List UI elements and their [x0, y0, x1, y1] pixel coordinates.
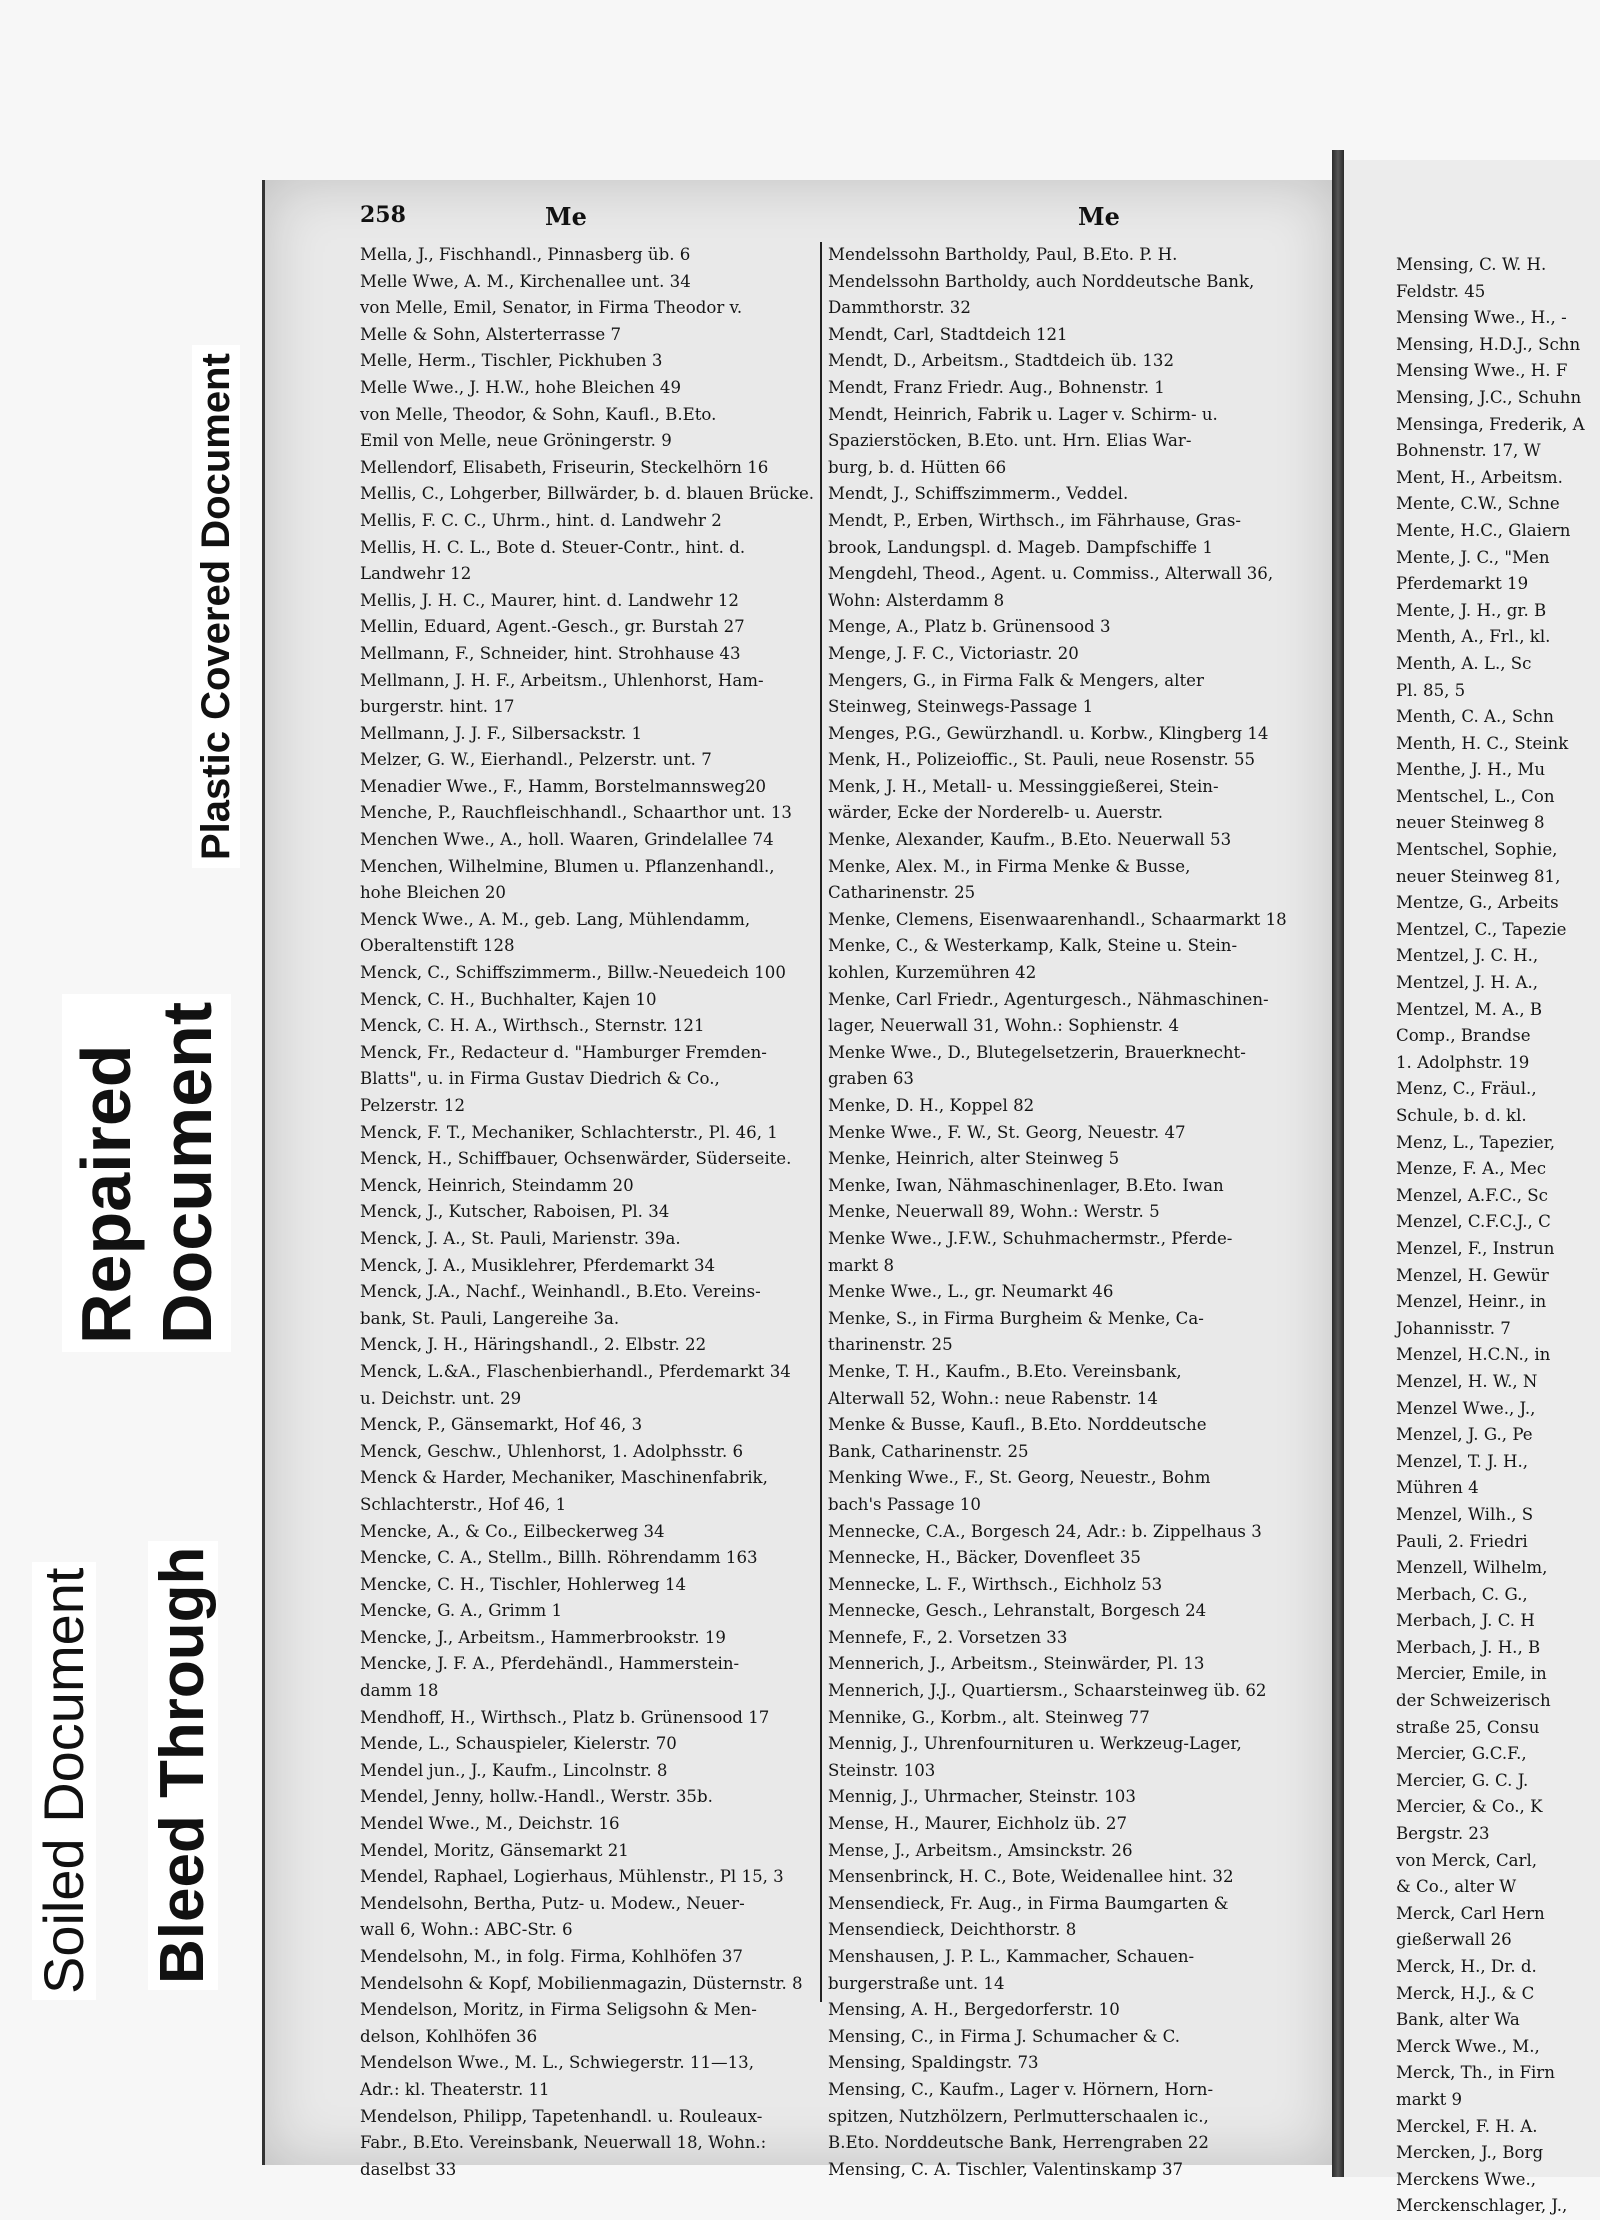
directory-entry: straße 25, Consu	[1396, 1717, 1540, 1737]
directory-entry: Mencke, C. H., Tischler, Hohlerweg 14	[360, 1574, 687, 1594]
directory-entry: Mendel, Raphael, Logierhaus, Mühlenstr., Pl 15, 3	[360, 1867, 784, 1887]
directory-entry: Menshausen, J. P. L., Kammacher, Schauen-	[828, 1947, 1195, 1966]
directory-entry: Mellin, Eduard, Agent.-Gesch., gr. Burstah 27	[360, 617, 745, 637]
directory-entry: Menck, C. H., Buchhalter, Kajen 10	[360, 989, 657, 1009]
condition-labels	[0, 0, 260, 2177]
directory-entry: Mendel Wwe., M., Deichstr. 16	[360, 1814, 620, 1834]
directory-entry: Mensinga, Frederik, A	[1396, 414, 1585, 434]
directory-entry: Mellis, F. C. C., Uhrm., hint. d. Landwehr 2	[360, 510, 722, 530]
header-left-keyword: Me	[545, 202, 587, 231]
directory-entry: Merck Wwe., M.,	[1396, 2036, 1540, 2056]
directory-entry: Mellis, C., Lohgerber, Billwärder, b. d. blauen Brücke.	[360, 484, 815, 504]
directory-entry: Wohn: Alsterdamm 8	[828, 590, 1005, 610]
directory-entry: Mendelson, Moritz, in Firma Seligsohn & Men-	[360, 2000, 757, 2020]
directory-entry: Merbach, C. G.,	[1396, 1584, 1528, 1604]
directory-entry: Menchen Wwe., A., holl. Waaren, Grindelallee 74	[360, 830, 774, 850]
directory-entry: Menke, S., in Firma Burgheim & Menke, Ca-	[828, 1308, 1204, 1328]
directory-entry: Menzel, C.F.C.J., C	[1396, 1212, 1551, 1232]
directory-entry: Alterwall 52, Wohn.: neue Rabenstr. 14	[828, 1388, 1158, 1408]
directory-entry: wall 6, Wohn.: ABC-Str. 6	[360, 1920, 573, 1940]
directory-entry: Mendel, Jenny, hollw.-Handl., Werstr. 35b.	[360, 1787, 713, 1807]
directory-entry: Mendt, Franz Friedr. Aug., Bohnenstr. 1	[828, 377, 1165, 397]
directory-entry: Menzel, Wilh., S	[1396, 1504, 1534, 1524]
directory-entry: Menke, Alex. M., in Firma Menke & Busse,	[828, 856, 1191, 876]
directory-entry: wärder, Ecke der Norderelb- u. Auerstr.	[828, 803, 1164, 823]
directory-entry: Menck, F. T., Mechaniker, Schlachterstr., Pl. 46, 1	[360, 1122, 778, 1142]
repaired-label-line1: Repaired	[67, 1044, 145, 1344]
directory-entry: Menck, H., Schiffbauer, Ochsenwärder, Süderseite.	[360, 1149, 792, 1169]
directory-entry: Menk, H., Polizeioffic., St. Pauli, neue Rosenstr. 55	[828, 750, 1256, 770]
directory-entry: Mensing, H.D.J., Schn	[1396, 334, 1581, 354]
directory-entry: Menthe, J. H., Mu	[1396, 760, 1546, 780]
directory-entry: Menth, A., Frl., kl.	[1396, 627, 1551, 647]
directory-entry: Melle Wwe., J. H.W., hohe Bleichen 49	[360, 377, 682, 397]
directory-entry: Menzel, F., Instrun	[1396, 1238, 1555, 1258]
directory-entry: Merck, H., Dr. d.	[1396, 1957, 1537, 1976]
directory-entry: Menck & Harder, Mechaniker, Maschinenfabrik,	[360, 1468, 768, 1488]
directory-entry: Feldstr. 45	[1396, 281, 1486, 301]
directory-entry: Mente, J. H., gr. B	[1396, 600, 1547, 620]
directory-entry: Mendt, Carl, Stadtdeich 121	[828, 324, 1068, 344]
directory-entry: Merck, Th., in Firn	[1396, 2063, 1555, 2083]
directory-entry: Menck, J. H., Häringshandl., 2. Elbstr. 22	[360, 1335, 707, 1355]
directory-entry: Johannisstr. 7	[1396, 1318, 1511, 1338]
directory-entry: Mendt, P., Erben, Wirthsch., im Fährhause, Gras-	[828, 510, 1241, 530]
directory-entry: Mentzel, M. A., B	[1396, 999, 1543, 1019]
directory-entry: Mensendieck, Fr. Aug., in Firma Baumgarten &	[828, 1893, 1229, 1913]
directory-entry: Mellmann, F., Schneider, hint. Strohhause 43	[360, 643, 741, 663]
directory-entry: Menke, Alexander, Kaufm., B.Eto. Neuerwall 53	[828, 830, 1232, 850]
directory-entry: Menzel, H. Gewür	[1396, 1265, 1549, 1285]
directory-entry: neuer Steinweg 8	[1396, 813, 1545, 833]
directory-entry: Mennig, J., Uhrenfournituren u. Werkzeug-Lager,	[828, 1734, 1242, 1754]
directory-entry: Melle, Herm., Tischler, Pickhuben 3	[360, 351, 663, 371]
directory-entry: Mendelssohn Bartholdy, auch Norddeutsche Bank,	[828, 271, 1255, 291]
directory-entry: Mellmann, J. H. F., Arbeitsm., Uhlenhorst, Ham-	[360, 670, 764, 690]
directory-entry: Menke, Carl Friedr., Agenturgesch., Nähmaschinen-	[828, 989, 1269, 1009]
directory-entry: Dammthorstr. 32	[828, 298, 971, 318]
directory-entry: Mengdehl, Theod., Agent. u. Commiss., Alterwall 36,	[828, 564, 1274, 584]
directory-entry: Mellis, H. C. L., Bote d. Steuer-Contr., hint. d.	[360, 537, 746, 557]
directory-entry: Mendel, Moritz, Gänsemarkt 21	[360, 1840, 629, 1860]
directory-entry: Menke Wwe., L., gr. Neumarkt 46	[828, 1282, 1114, 1302]
directory-entry: Menke, C., & Westerkamp, Kalk, Steine u. Stein-	[828, 936, 1238, 956]
directory-entry: Mennecke, H., Bäcker, Dovenfleet 35	[828, 1548, 1141, 1568]
directory-entry: Mensing, J.C., Schuhn	[1396, 387, 1582, 407]
directory-entry: Mendt, D., Arbeitsm., Stadtdeich üb. 132	[828, 351, 1175, 371]
directory-entry: Steinstr. 103	[828, 1760, 936, 1780]
directory-entry: graben 63	[828, 1069, 914, 1089]
directory-entry: Pauli, 2. Friedri	[1396, 1531, 1528, 1551]
directory-entry: u. Deichstr. unt. 29	[360, 1388, 522, 1408]
directory-entry: hohe Bleichen 20	[360, 883, 506, 903]
directory-entry: Menck Wwe., A. M., geb. Lang, Mühlendamm,	[360, 909, 751, 929]
directory-entry: Mühren 4	[1396, 1478, 1479, 1498]
directory-entry: Mercier, G.C.F.,	[1396, 1744, 1527, 1764]
directory-entry: gießerwall 26	[1396, 1930, 1512, 1950]
directory-entry: Spazierstöcken, B.Eto. unt. Hrn. Elias War-	[828, 431, 1192, 451]
directory-entry: Mencke, C. A., Stellm., Billh. Röhrendamm 163	[360, 1548, 758, 1568]
header-right-keyword: Me	[1078, 202, 1120, 231]
directory-entry: Schlachterstr., Hof 46, 1	[360, 1494, 567, 1514]
directory-entry: brook, Landungspl. d. Mageb. Dampfschiffe 1	[828, 537, 1213, 557]
repaired-document-label	[62, 994, 231, 1352]
directory-entry: bank, St. Pauli, Langereihe 3a.	[360, 1308, 620, 1328]
directory-entry: Mendelsohn & Kopf, Mobilienmagazin, Düsternstr. 8	[360, 1973, 803, 1993]
directory-entry: Mencke, J., Arbeitsm., Hammerbrookstr. 19	[360, 1627, 726, 1647]
directory-entry: Mende, L., Schauspieler, Kielerstr. 70	[360, 1734, 677, 1754]
directory-entry: Merck, H.J., & C	[1396, 1983, 1535, 2003]
directory-entry: Mentzel, J. C. H.,	[1396, 946, 1539, 966]
directory-entry: Mennecke, L. F., Wirthsch., Eichholz 53	[828, 1574, 1163, 1594]
directory-entry: damm 18	[360, 1681, 439, 1701]
directory-entry: Menzel, T. J. H.,	[1396, 1451, 1529, 1471]
directory-entry: von Merck, Carl,	[1396, 1850, 1538, 1870]
directory-entry: Mensing, C. W. H.	[1396, 255, 1547, 274]
directory-entry: Steinweg, Steinwegs-Passage 1	[828, 697, 1094, 717]
directory-entry: Menzel, H.C.N., in	[1396, 1345, 1551, 1365]
directory-entry: Pl. 85, 5	[1396, 680, 1466, 700]
directory-entry: Mentze, G., Arbeits	[1396, 893, 1559, 913]
directory-entry: Mencke, G. A., Grimm 1	[360, 1601, 563, 1621]
directory-entry: Mennerich, J., Arbeitsm., Steinwärder, Pl. 13	[828, 1654, 1205, 1674]
page-header	[360, 202, 1335, 240]
directory-entry: Menck, J. A., St. Pauli, Marienstr. 39a.	[360, 1228, 681, 1248]
directory-entry: Mengers, G., in Firma Falk & Mengers, alter	[828, 670, 1204, 690]
directory-entry: Melle & Sohn, Alsterterrasse 7	[360, 324, 622, 344]
directory-entry: Mellmann, J. J. F., Silbersackstr. 1	[360, 723, 643, 743]
directory-entry: Mercier, G. C. J.	[1396, 1770, 1529, 1790]
directory-entry: Pferdemarkt 19	[1396, 574, 1529, 594]
directory-entry: Menzel, A.F.C., Sc	[1396, 1185, 1548, 1205]
directory-entry: Merck, Carl Hern	[1396, 1903, 1545, 1923]
directory-entry: & Co., alter W	[1396, 1877, 1517, 1897]
directory-entry: Mella, J., Fischhandl., Pinnasberg üb. 6	[360, 245, 691, 264]
directory-entry: Mense, J., Arbeitsm., Amsinckstr. 26	[828, 1840, 1133, 1860]
directory-entry: tharinenstr. 25	[828, 1335, 953, 1355]
directory-entry: Mercken, J., Borg	[1396, 2143, 1544, 2163]
directory-entry: spitzen, Nutzhölzern, Perlmutterschaalen ic.,	[828, 2106, 1209, 2126]
directory-entry: Ment, H., Arbeitsm.	[1396, 467, 1563, 487]
plastic-covered-label: Plastic Covered Document	[192, 345, 240, 868]
bleed-through-label: Bleed Through	[148, 1541, 218, 1990]
directory-entry: Oberaltenstift 128	[360, 936, 515, 956]
directory-entry: Menze, F. A., Mec	[1396, 1159, 1546, 1179]
directory-entry: Mendelsohn, Bertha, Putz- u. Modew., Neuer-	[360, 1893, 745, 1913]
directory-entry: bach's Passage 10	[828, 1494, 981, 1514]
soiled-document-label: Soiled Document	[32, 1562, 96, 2000]
directory-entry: Menke Wwe., F. W., St. Georg, Neuestr. 47	[828, 1122, 1186, 1142]
directory-entry: Mennecke, C.A., Borgesch 24, Adr.: b. Zippelhaus 3	[828, 1521, 1262, 1541]
directory-entry: Emil von Melle, neue Gröningerstr. 9	[360, 431, 672, 451]
directory-entry: Menck, J. A., Musiklehrer, Pferdemarkt 34	[360, 1255, 716, 1275]
directory-entry: Menz, C., Fräul.,	[1396, 1079, 1537, 1099]
directory-entry: Mendelson, Philipp, Tapetenhandl. u. Rouleaux-	[360, 2106, 763, 2126]
directory-entry: Menke, D. H., Koppel 82	[828, 1096, 1035, 1115]
directory-entry: Catharinenstr. 25	[828, 883, 976, 903]
directory-entry: markt 8	[828, 1255, 895, 1275]
directory-entry: Menge, A., Platz b. Grünensood 3	[828, 617, 1111, 637]
directory-entry: Mentzel, C., Tapezie	[1396, 919, 1567, 939]
directory-entry: von Melle, Theodor, & Sohn, Kaufl., B.Eto.	[360, 404, 717, 424]
directory-entry: Mencke, A., & Co., Eilbeckerweg 34	[360, 1521, 665, 1541]
repaired-label-line2: Document	[147, 1001, 226, 1344]
directory-entry: Menke, Neuerwall 89, Wohn.: Werstr. 5	[828, 1202, 1160, 1222]
page-number: 258	[360, 202, 406, 228]
directory-entry: Menzel, Heinr., in	[1396, 1292, 1547, 1312]
directory-entry: von Melle, Emil, Senator, in Firma Theodor v.	[360, 298, 743, 318]
directory-entry: Merbach, J. C. H	[1396, 1611, 1535, 1631]
directory-entry: daselbst 33	[360, 2159, 457, 2179]
directory-entry: Landwehr 12	[360, 564, 472, 584]
directory-entry: Merbach, J. H., B	[1396, 1637, 1541, 1657]
right-column	[820, 242, 1287, 2179]
directory-entry: 1. Adolphstr. 19	[1396, 1052, 1530, 1072]
directory-entry: Merckel, F. H. A.	[1396, 2116, 1538, 2136]
directory-entry: Mendel jun., J., Kaufm., Lincolnstr. 8	[360, 1760, 668, 1780]
directory-entry: Menck, C., Schiffszimmerm., Billw.-Neuedeich 100	[360, 963, 786, 983]
directory-entry: Menke, Heinrich, alter Steinweg 5	[828, 1149, 1120, 1169]
directory-entry: Mercier, & Co., K	[1396, 1797, 1543, 1817]
next-page-column	[1396, 252, 1585, 2220]
directory-entry: Mencke, J. F. A., Pferdehändl., Hammerstein-	[360, 1654, 740, 1674]
next-page-edge	[1344, 160, 1600, 2216]
book-gutter	[1332, 150, 1344, 2177]
directory-entry: Menz, L., Tapezier,	[1396, 1132, 1556, 1152]
directory-entry: Menke Wwe., D., Blutegelsetzerin, Brauerknecht-	[828, 1042, 1246, 1062]
directory-entry: Mellis, J. H. C., Maurer, hint. d. Landwehr 12	[360, 590, 739, 610]
directory-entry: Blatts", u. in Firma Gustav Diedrich & Co.,	[360, 1069, 720, 1089]
directory-entry: Mennerich, J.J., Quartiersm., Schaarsteinweg üb. 62	[828, 1681, 1267, 1701]
directory-entry: Schule, b. d. kl.	[1396, 1106, 1527, 1125]
directory-entry: Mellendorf, Elisabeth, Friseurin, Steckelhörn 16	[360, 457, 769, 477]
directory-entry: Mendhoff, H., Wirthsch., Platz b. Grünensood 17	[360, 1707, 770, 1727]
directory-entry: Menke Wwe., J.F.W., Schuhmachermstr., Pferde-	[828, 1228, 1233, 1248]
directory-entry: Menchen, Wilhelmine, Blumen u. Pflanzenhandl.,	[360, 856, 775, 876]
directory-entry: Mennike, G., Korbm., alt. Steinweg 77	[828, 1707, 1150, 1727]
directory-entry: Comp., Brandse	[1396, 1026, 1531, 1046]
directory-entry: Menck, C. H. A., Wirthsch., Sternstr. 121	[360, 1016, 705, 1036]
directory-entry: burg, b. d. Hütten 66	[828, 457, 1007, 477]
directory-entry: Menche, P., Rauchfleischhandl., Schaarthor unt. 13	[360, 803, 792, 823]
directory-entry: Menth, A. L., Sc	[1396, 653, 1532, 673]
directory-entry: Menzel, J. G., Pe	[1396, 1425, 1533, 1445]
directory-entry: neuer Steinweg 81,	[1396, 866, 1561, 886]
directory-entry: Menck, Fr., Redacteur d. "Hamburger Fremden-	[360, 1042, 767, 1062]
directory-entry: Mente, H.C., Glaiern	[1396, 520, 1571, 540]
directory-entry: burgerstraße unt. 14	[828, 1973, 1005, 1993]
directory-entry: Menking Wwe., F., St. Georg, Neuestr., Bohm	[828, 1468, 1211, 1488]
directory-entry: Mensing, Spaldingstr. 73	[828, 2053, 1039, 2073]
directory-entry: Mentschel, Sophie,	[1396, 840, 1558, 860]
left-column	[360, 242, 818, 2183]
directory-entry: Bank, Catharinenstr. 25	[828, 1441, 1029, 1461]
directory-entry: Menke, Iwan, Nähmaschinenlager, B.Eto. Iwan	[828, 1175, 1224, 1195]
directory-entry: Menke, Clemens, Eisenwaarenhandl., Schaarmarkt 18	[828, 909, 1287, 929]
directory-entry: Pelzerstr. 12	[360, 1096, 465, 1115]
directory-entry: Mentzel, J. H. A.,	[1396, 973, 1539, 993]
directory-entry: Adr.: kl. Theaterstr. 11	[360, 2079, 550, 2099]
directory-entry: Mendt, J., Schiffszimmerm., Veddel.	[828, 484, 1129, 504]
directory-entry: Menges, P.G., Gewürzhandl. u. Korbw., Klingberg 14	[828, 723, 1269, 743]
directory-entry: Menth, H. C., Steink	[1396, 733, 1569, 753]
directory-entry: Mentschel, L., Con	[1396, 786, 1555, 806]
directory-entry: Mercier, Emile, in	[1396, 1664, 1547, 1684]
directory-entry: Menck, J.A., Nachf., Weinhandl., B.Eto. Vereins-	[360, 1282, 761, 1302]
directory-entry: Mente, J. C., "Men	[1396, 547, 1550, 567]
directory-entry: Mendelsohn, M., in folg. Firma, Kohlhöfen 37	[360, 1947, 743, 1966]
directory-entry: delson, Kohlhöfen 36	[360, 2026, 538, 2046]
directory-entry: Mennig, J., Uhrmacher, Steinstr. 103	[828, 1787, 1136, 1807]
directory-entry: Mensendieck, Deichthorstr. 8	[828, 1920, 1077, 1940]
directory-entry: Menzel Wwe., J.,	[1396, 1398, 1536, 1418]
directory-entry: Mendelson Wwe., M. L., Schwiegerstr. 11—13,	[360, 2053, 754, 2073]
directory-entry: Menth, C. A., Schn	[1396, 707, 1554, 727]
directory-entry: Mennefe, F., 2. Vorsetzen 33	[828, 1627, 1068, 1647]
directory-entry: Mente, C.W., Schne	[1396, 494, 1560, 514]
directory-entry: Mendt, Heinrich, Fabrik u. Lager v. Schirm- u.	[828, 404, 1218, 424]
directory-entry: Bohnenstr. 17, W	[1396, 441, 1541, 461]
directory-entry: Mennecke, Gesch., Lehranstalt, Borgesch 24	[828, 1601, 1207, 1621]
directory-entry: Menck, Geschw., Uhlenhorst, 1. Adolphsstr. 6	[360, 1441, 744, 1461]
directory-entry: Bank, alter Wa	[1396, 2010, 1520, 2030]
directory-entry: Mensing Wwe., H., -	[1396, 308, 1567, 328]
directory-entry: Merckenschlager, J.,	[1396, 2196, 1568, 2216]
directory-entry: Menck, P., Gänsemarkt, Hof 46, 3	[360, 1415, 643, 1435]
directory-entry: Mensenbrinck, H. C., Bote, Weidenallee hint. 32	[828, 1867, 1234, 1887]
directory-entry: der Schweizerisch	[1396, 1691, 1551, 1711]
directory-entry: Menck, L.&A., Flaschenbierhandl., Pferdemarkt 34	[360, 1361, 791, 1381]
directory-entry: Menck, J., Kutscher, Raboisen, Pl. 34	[360, 1202, 670, 1222]
directory-entry: Menk, J. H., Metall- u. Messinggießerei, Stein-	[828, 776, 1219, 796]
directory-entry: Menadier Wwe., F., Hamm, Borstelmannsweg20	[360, 776, 767, 796]
directory-entry: Menck, Heinrich, Steindamm 20	[360, 1175, 634, 1195]
directory-entry: Mendelssohn Bartholdy, Paul, B.Eto. P. H.	[828, 245, 1178, 264]
directory-entry: Melzer, G. W., Eierhandl., Pelzerstr. unt. 7	[360, 750, 712, 770]
directory-entry: Mensing, C., in Firma J. Schumacher & C.	[828, 2026, 1181, 2046]
directory-entry: Menzel, H. W., N	[1396, 1371, 1538, 1391]
directory-entry: Fabr., B.Eto. Vereinsbank, Neuerwall 18, Wohn.:	[360, 2133, 767, 2153]
directory-entry: Merckens Wwe.,	[1396, 2169, 1537, 2189]
directory-entry: Menke & Busse, Kaufl., B.Eto. Norddeutsche	[828, 1415, 1207, 1435]
directory-page	[262, 180, 1335, 2179]
directory-entry: Menge, J. F. C., Victoriastr. 20	[828, 643, 1079, 663]
directory-entry: Mensing Wwe., H. F	[1396, 361, 1568, 381]
directory-entry: Mensing, C., Kaufm., Lager v. Hörnern, Horn-	[828, 2079, 1214, 2099]
directory-entry: Melle Wwe, A. M., Kirchenallee unt. 34	[360, 271, 691, 291]
directory-entry: Mense, H., Maurer, Eichholz üb. 27	[828, 1814, 1128, 1834]
directory-entry: Menke, T. H., Kaufm., B.Eto. Vereinsbank,	[828, 1361, 1182, 1381]
directory-entry: markt 9	[1396, 2089, 1463, 2109]
directory-entry: Mensing, A. H., Bergedorferstr. 10	[828, 2000, 1120, 2020]
directory-entry: B.Eto. Norddeutsche Bank, Herrengraben 22	[828, 2133, 1209, 2153]
directory-entry: Mensing, C. A. Tischler, Valentinskamp 37	[828, 2159, 1184, 2179]
directory-entry: Bergstr. 23	[1396, 1824, 1490, 1844]
directory-entry: burgerstr. hint. 17	[360, 697, 515, 717]
directory-entry: lager, Neuerwall 31, Wohn.: Sophienstr. 4	[828, 1016, 1180, 1036]
directory-entry: Menzell, Wilhelm,	[1396, 1558, 1548, 1578]
directory-entry: kohlen, Kurzemühren 42	[828, 963, 1037, 983]
